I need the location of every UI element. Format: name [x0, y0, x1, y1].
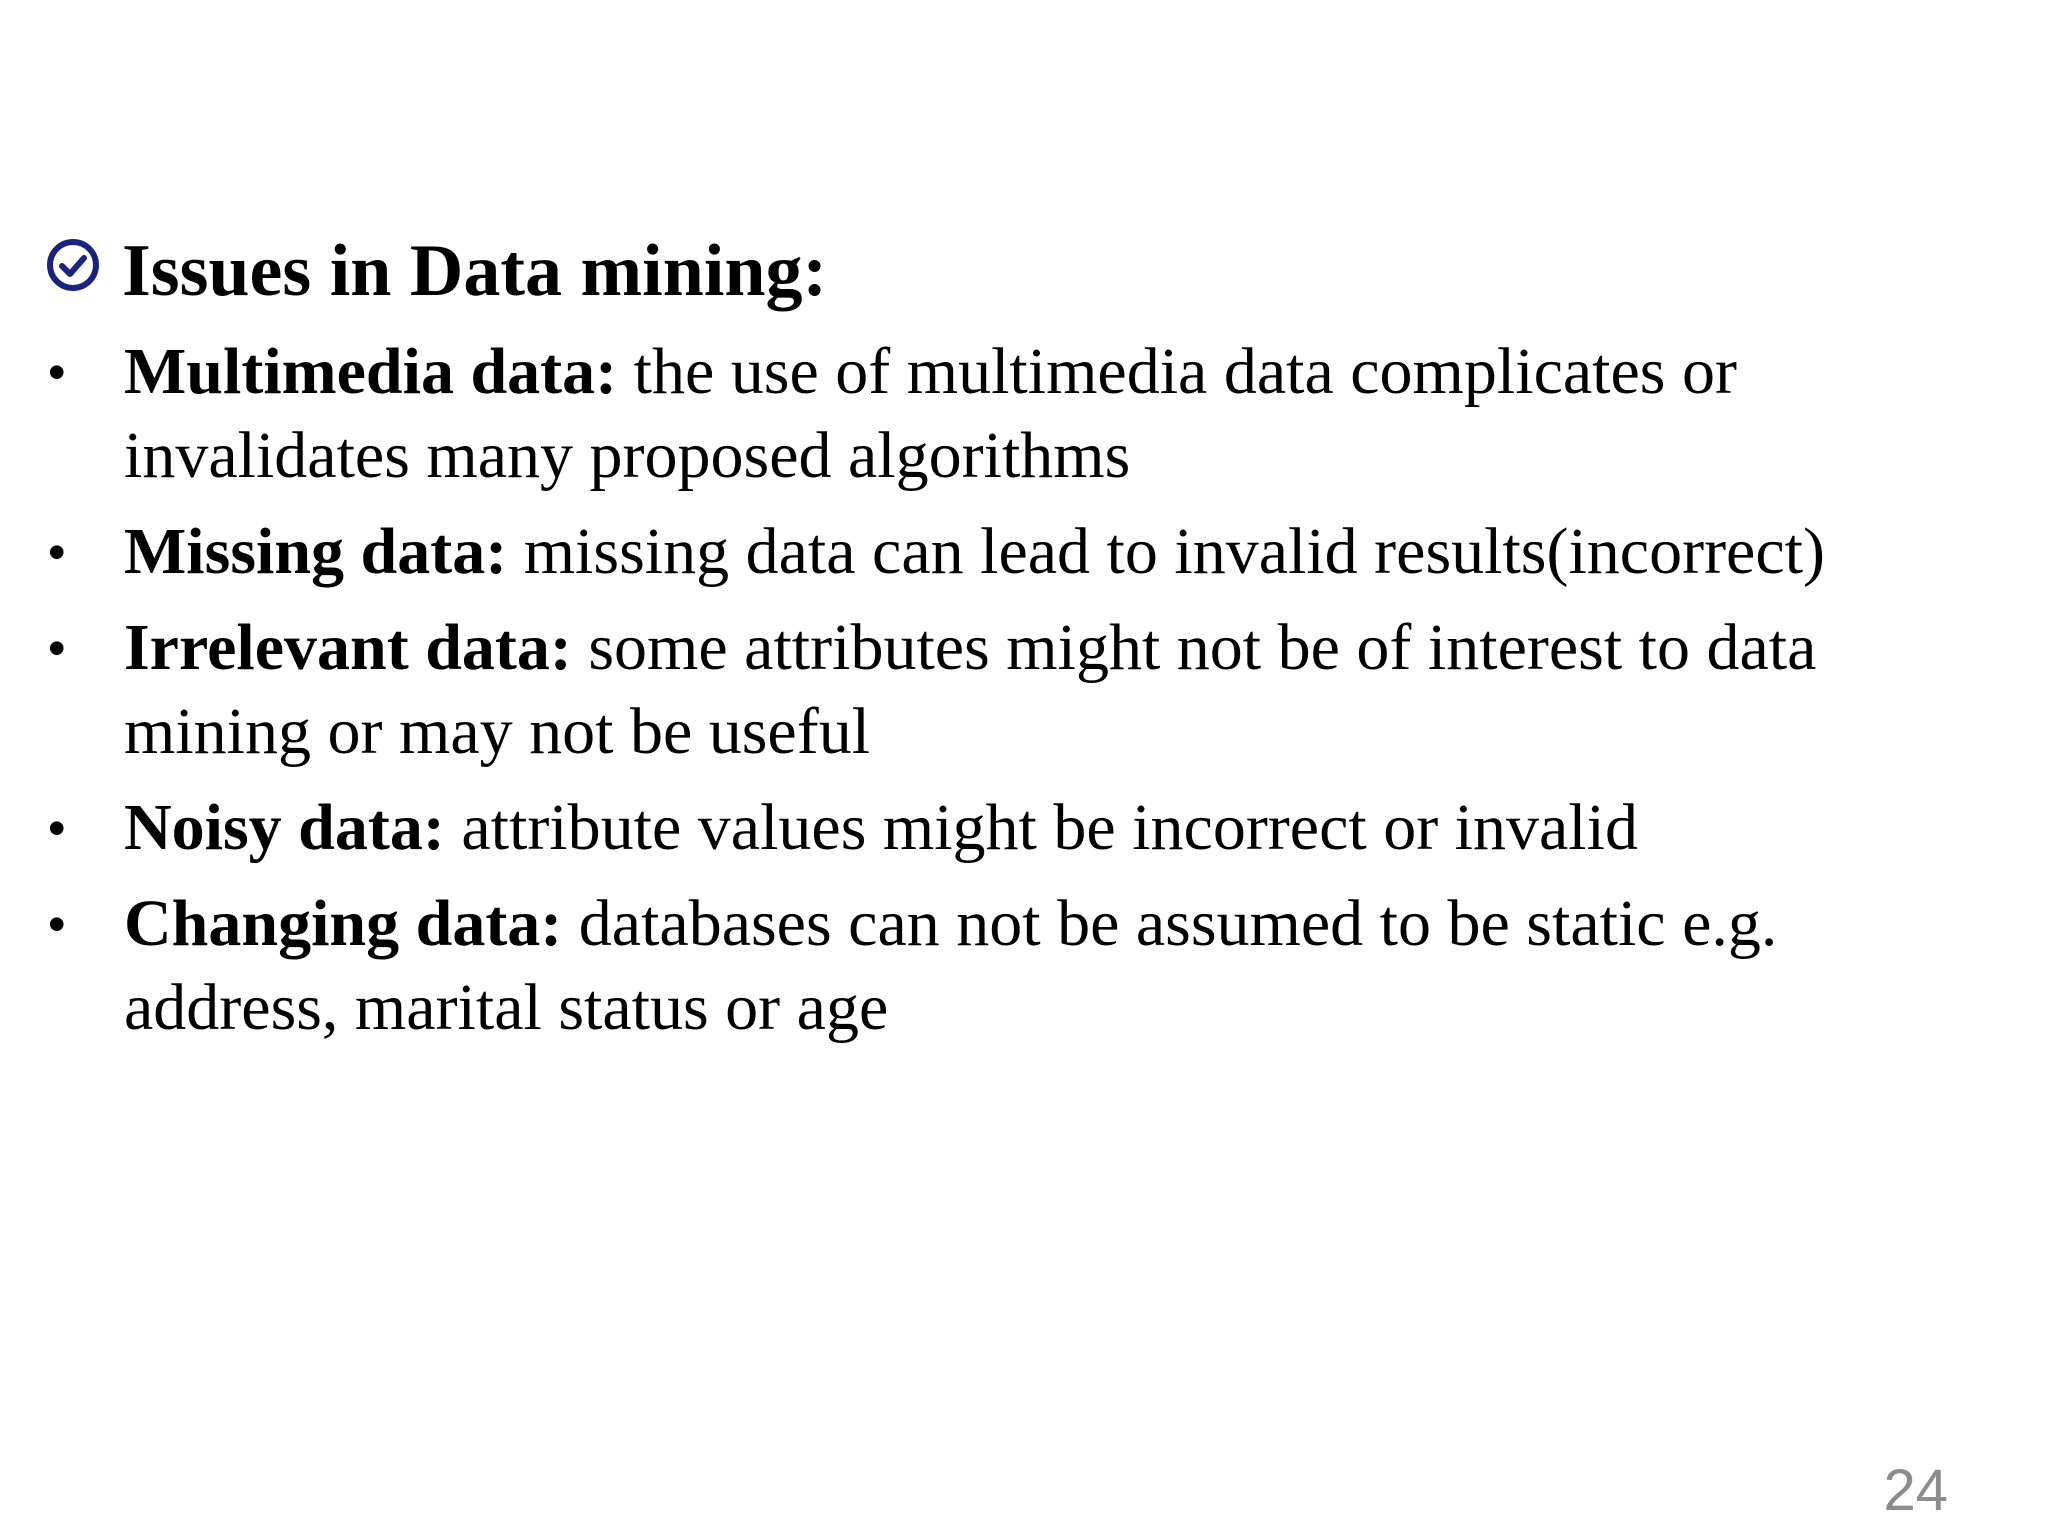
list-item: [44, 510, 1974, 594]
item-text: missing data can lead to invalid results(incorrect): [507, 515, 1825, 588]
item-term: Irrelevant data:: [124, 611, 572, 684]
bullet-icon: •: [48, 620, 66, 676]
bullet-icon: •: [48, 800, 66, 856]
list-item: [44, 330, 1974, 498]
page-number: 24: [1883, 1458, 1948, 1523]
slide-heading: Issues in Data mining:: [122, 230, 828, 312]
issues-list: [44, 330, 1974, 1062]
item-term: Multimedia data:: [124, 335, 618, 408]
item-text: attribute values might be incorrect or invalid: [444, 791, 1638, 864]
item-text: databases can not be assumed to be static e.g. address, marital status or age: [124, 887, 1778, 1044]
bullet-icon: •: [48, 344, 66, 400]
bullet-icon: •: [48, 896, 66, 952]
bullet-icon: •: [48, 524, 66, 580]
check-circle-icon: [44, 236, 102, 294]
item-term: Missing data:: [124, 515, 508, 588]
item-text: some attributes might not be of interest to data mining or may not be useful: [124, 611, 1817, 768]
heading-row: [44, 228, 827, 314]
list-item: [44, 606, 1974, 774]
item-term: Noisy data:: [124, 791, 445, 864]
list-item: [44, 786, 1974, 870]
item-term: Changing data:: [124, 887, 563, 960]
list-item: [44, 882, 1974, 1050]
item-text: the use of multimedia data complicates or invalidates many proposed algorithms: [124, 335, 1737, 492]
